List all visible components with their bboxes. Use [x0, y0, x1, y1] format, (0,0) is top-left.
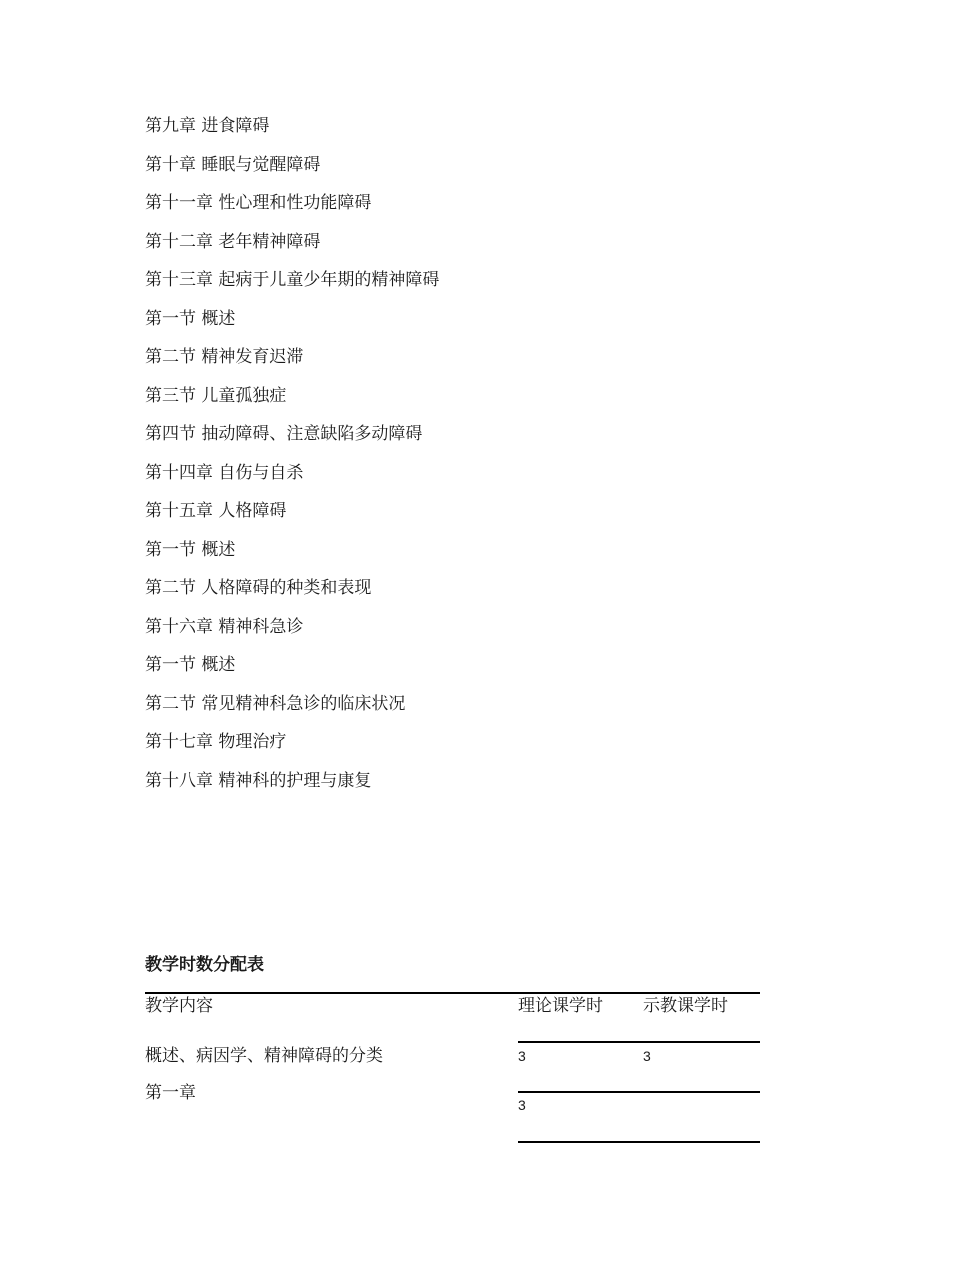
toc-item: 第二节 常见精神科急诊的临床状况 — [145, 693, 406, 714]
row-1-content: 概述、病因学、精神障碍的分类 — [145, 1046, 383, 1066]
hours-table-title: 教学时数分配表 — [145, 955, 264, 975]
table-of-contents — [145, 113, 439, 806]
toc-item: 第十八章 精神科的护理与康复 — [145, 770, 372, 791]
row-1-bottom-rule — [518, 1091, 760, 1093]
header-demo-hours: 示教课学时 — [643, 996, 728, 1016]
header-content: 教学内容 — [145, 996, 213, 1016]
toc-item: 第十六章 精神科急诊 — [145, 616, 304, 637]
toc-item: 第四节 抽动障碍、注意缺陷多动障碍 — [145, 424, 423, 444]
toc-item: 第九章 进食障碍 — [145, 116, 270, 136]
toc-item: 第十章 睡眠与觉醒障碍 — [145, 154, 321, 175]
toc-item: 第二节 精神发育迟滞 — [145, 347, 304, 367]
row-2-theory-hours: 3 — [518, 1097, 526, 1113]
row-2-bottom-rule — [518, 1141, 760, 1143]
toc-item: 第十四章 自伤与自杀 — [145, 462, 304, 483]
toc-item: 第十二章 老年精神障碍 — [145, 231, 321, 252]
toc-item: 第十三章 起病于儿童少年期的精神障碍 — [145, 270, 440, 290]
header-theory-hours: 理论课学时 — [518, 996, 603, 1016]
toc-item: 第十一章 性心理和性功能障碍 — [145, 193, 372, 213]
row-1-demo-hours: 3 — [643, 1048, 651, 1064]
toc-item: 第三节 儿童孤独症 — [145, 385, 287, 406]
toc-item: 第一节 概述 — [145, 655, 236, 675]
toc-item: 第一节 概述 — [145, 539, 236, 560]
row-2-content: 第一章 — [145, 1083, 196, 1103]
toc-item: 第二节 人格障碍的种类和表现 — [145, 578, 372, 598]
toc-item: 第十五章 人格障碍 — [145, 501, 287, 521]
header-bottom-rule — [518, 1041, 760, 1043]
toc-item: 第十七章 物理治疗 — [145, 732, 287, 752]
row-1-theory-hours: 3 — [518, 1048, 526, 1064]
toc-item: 第一节 概述 — [145, 308, 236, 329]
